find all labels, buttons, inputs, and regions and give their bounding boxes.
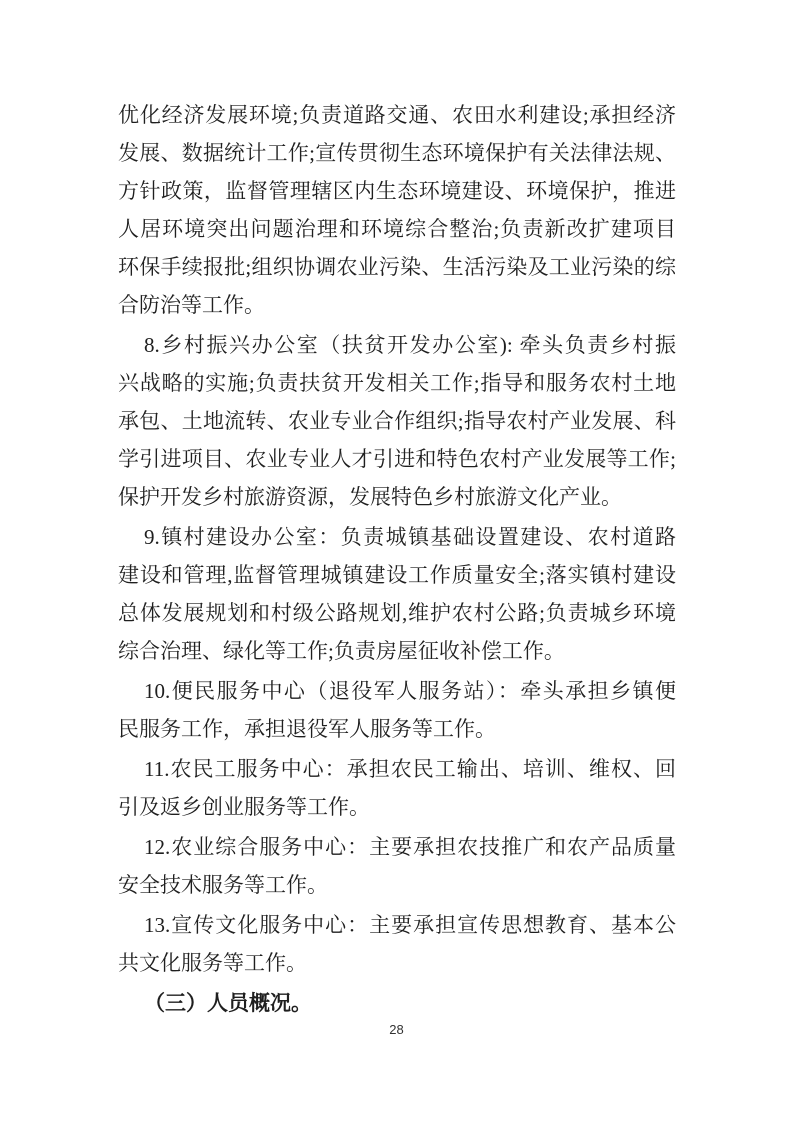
text-line: 优化经济发展环境;负责道路交通、农田水利建设;承担经济 bbox=[118, 103, 676, 127]
text-line: 总体发展规划和村级公路规划,维护农村公路;负责城乡环境 bbox=[118, 601, 676, 625]
paragraph-12-agriculture-comprehensive-service-center bbox=[118, 828, 676, 904]
paragraph-8-rural-revitalization-office bbox=[118, 326, 676, 516]
paragraph-10-convenience-service-center bbox=[118, 672, 676, 748]
text-line: 9.镇村建设办公室：负责城镇基础设置建设、农村道路 bbox=[144, 525, 676, 549]
paragraph-11-migrant-worker-service-center bbox=[118, 750, 676, 826]
text-line: 13.宣传文化服务中心：主要承担宣传思想教育、基本公 bbox=[144, 913, 676, 937]
text-line: 11.农民工服务中心：承担农民工输出、培训、维权、回 bbox=[144, 757, 676, 781]
text-line: 综合治理、绿化等工作;负责房屋征收补偿工作。 bbox=[118, 639, 565, 663]
text-line: 安全技术服务等工作。 bbox=[118, 873, 328, 897]
paragraph-13-culture-publicity-service-center bbox=[118, 906, 676, 982]
text-line: 民服务工作，承担退役军人服务等工作。 bbox=[118, 717, 496, 741]
heading-section-3-personnel-overview bbox=[118, 984, 676, 1022]
text-line: 建设和管理,监督管理城镇建设工作质量安全;落实镇村建设 bbox=[118, 563, 676, 587]
paragraph-9-town-village-construction-office bbox=[118, 518, 676, 670]
text-line: 8.乡村振兴办公室（扶贫开发办公室): 牵头负责乡村振 bbox=[144, 333, 676, 357]
text-line: 发展、数据统计工作;宣传贯彻生态环境保护有关法律法规、 bbox=[118, 141, 676, 165]
text-line: 环保手续报批;组织协调农业污染、生活污染及工业污染的综 bbox=[118, 255, 676, 279]
text-line: 共文化服务等工作。 bbox=[118, 951, 307, 975]
text-block bbox=[118, 96, 676, 1024]
text-line: 保护开发乡村旅游资源，发展特色乡村旅游文化产业。 bbox=[118, 485, 622, 509]
text-line: 兴战略的实施;负责扶贫开发相关工作;指导和服务农村土地 bbox=[118, 371, 676, 395]
text-line: 10.便民服务中心（退役军人服务站）：牵头承担乡镇便 bbox=[144, 679, 676, 703]
text-line: 12.农业综合服务中心：主要承担农技推广和农产品质量 bbox=[144, 835, 676, 859]
text-line: 引及返乡创业服务等工作。 bbox=[118, 795, 370, 819]
paragraph-continuation-economic-development bbox=[118, 96, 676, 324]
text-line: （三）人员概况。 bbox=[144, 991, 312, 1015]
text-line: 合防治等工作。 bbox=[118, 293, 265, 317]
page-number: 28 bbox=[389, 1022, 404, 1037]
text-line: 承包、土地流转、农业专业合作组织;指导农村产业发展、科 bbox=[118, 409, 676, 433]
text-line: 人居环境突出问题治理和环境综合整治;负责新改扩建项目 bbox=[118, 217, 676, 241]
text-line: 学引进项目、农业专业人才引进和特色农村产业发展等工作; bbox=[118, 447, 676, 471]
page-footer bbox=[0, 1022, 793, 1037]
text-line: 方针政策，监督管理辖区内生态环境建设、环境保护，推进 bbox=[118, 179, 676, 203]
